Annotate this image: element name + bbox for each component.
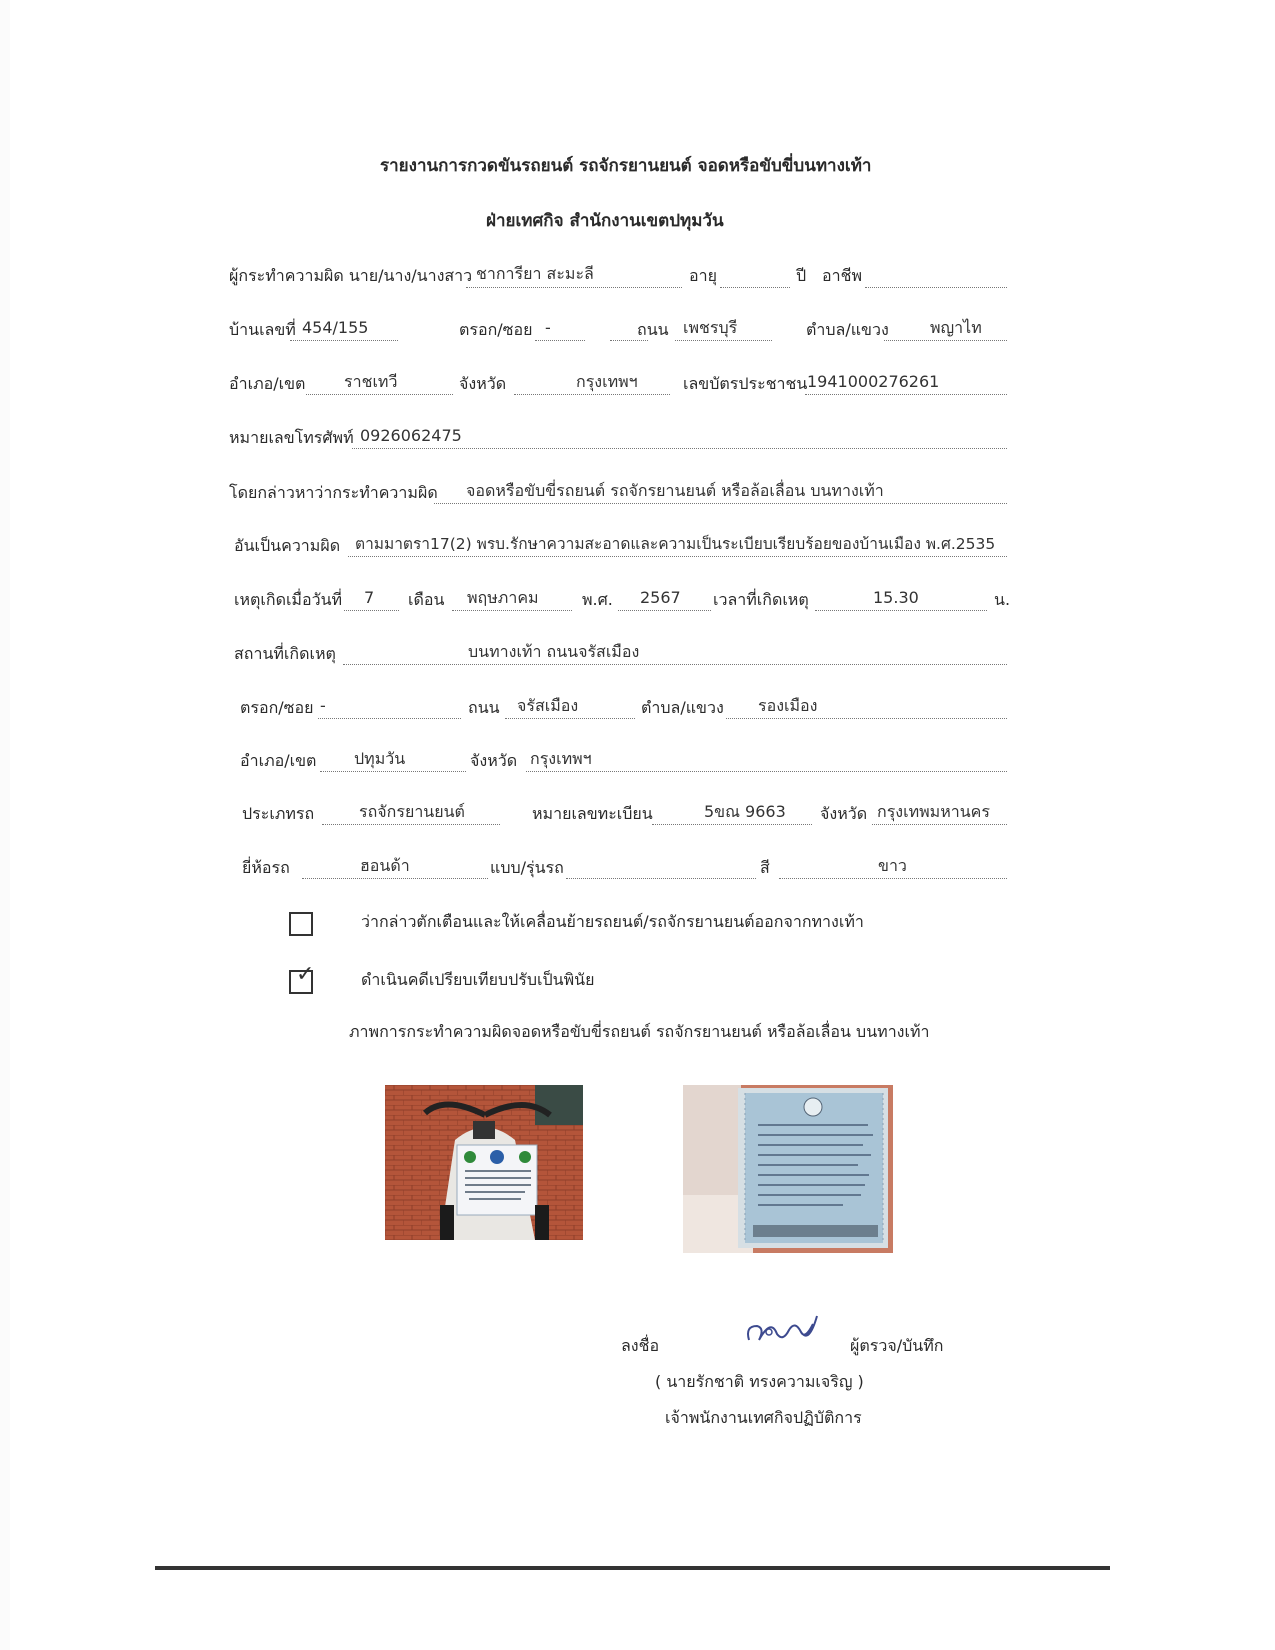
incident-district-value: ปทุมวัน	[354, 749, 406, 768]
plate-province-line	[872, 824, 1007, 825]
id-card-line	[805, 394, 1007, 395]
place-label: สถานที่เกิดเหตุ	[234, 644, 336, 663]
sign-label: ลงชื่อ	[621, 1336, 660, 1355]
offender-label: ผู้กระทำความผิด นาย/นาง/นางสาว	[229, 266, 473, 285]
district-label: อำเภอ/เขต	[229, 374, 306, 393]
incident-alley-value: -	[320, 696, 326, 715]
plate-province-value: กรุงเทพมหานคร	[877, 802, 990, 821]
vehicle-type-label: ประเภทรถ	[242, 804, 315, 823]
incident-subdistrict-label: ตำบล/แขวง	[641, 698, 724, 717]
month-line	[452, 610, 572, 611]
brand-line	[302, 878, 488, 879]
province-value: กรุงเทพฯ	[576, 372, 638, 391]
plate-label: หมายเลขทะเบียน	[532, 804, 653, 823]
scan-bottom-edge	[155, 1566, 1110, 1570]
incident-road-label: ถนน	[468, 698, 500, 717]
time-value: 15.30	[873, 588, 919, 607]
check-mark-icon: ✓	[296, 962, 315, 987]
handwritten-signature	[743, 1312, 825, 1352]
incident-alley-label: ตรอก/ซอย	[240, 698, 314, 717]
model-line	[566, 878, 756, 879]
phone-value: 0926062475	[360, 426, 462, 445]
house-no: 454/155	[302, 318, 369, 337]
day-value: 7	[364, 588, 375, 607]
color-value: ขาว	[878, 856, 907, 875]
alley-value: -	[545, 318, 551, 337]
incident-district-line	[320, 771, 466, 772]
place-value: บนทางเท้า ถนนจรัสเมือง	[468, 642, 640, 661]
incident-road-line	[505, 718, 635, 719]
subdistrict-line	[884, 340, 1007, 341]
evidence-photo-citation	[683, 1085, 893, 1253]
accused-line	[434, 503, 1007, 504]
id-card-label: เลขบัตรประชาชน	[683, 374, 808, 393]
age-label: อายุ	[689, 266, 717, 285]
month-value: พฤษภาคม	[467, 588, 539, 607]
color-line	[779, 878, 1007, 879]
incident-province-value: กรุงเทพฯ	[530, 749, 592, 768]
date-label: เหตุเกิดเมื่อวันที่	[234, 590, 343, 609]
year-line	[618, 610, 711, 611]
brand-label: ยี่ห้อรถ	[242, 858, 290, 877]
road-line	[675, 340, 772, 341]
alley-line	[535, 340, 585, 341]
vehicle-type-value: รถจักรยานยนต์	[359, 802, 465, 821]
incident-road-value: จรัสเมือง	[517, 696, 579, 715]
phone-line	[352, 448, 1007, 449]
place-line	[343, 664, 1007, 665]
officer-position: เจ้าพนักงานเทศกิจปฏิบัติการ	[665, 1408, 862, 1427]
house-no-label: บ้านเลขที่	[229, 320, 296, 339]
incident-alley-line	[318, 718, 461, 719]
time-unit: น.	[994, 590, 1011, 609]
brand-value: ฮอนด้า	[360, 856, 410, 875]
alley-label: ตรอก/ซอย	[459, 320, 533, 339]
offender-name-line	[466, 287, 682, 288]
offender-name: ชาการียา สะมะลี	[476, 264, 594, 283]
occupation-label: อาชีพ	[822, 266, 862, 285]
plate-value: 5ขณ 9663	[704, 802, 786, 821]
year-label: พ.ศ.	[582, 590, 613, 609]
accused-label: โดยกล่าวหาว่ากระทำความผิด	[229, 483, 438, 502]
subdistrict-label: ตำบล/แขวง	[806, 320, 889, 339]
year-value: 2567	[640, 588, 681, 607]
scan-edge	[0, 0, 10, 1650]
day-line	[344, 610, 399, 611]
offense-text: ตามมาตรา17(2) พรบ.รักษาความสะอาดและความเป็นระเบียบเรียบร้อยของบ้านเมือง พ.ศ.2535	[355, 535, 996, 553]
plate-line	[652, 824, 812, 825]
road-pre-line	[610, 340, 648, 341]
color-label: สี	[760, 858, 770, 877]
officer-name: ( นายรักชาติ ทรงความเจริญ )	[655, 1372, 864, 1391]
report-title: รายงานการกวดขันรถยนต์ รถจักรยานยนต์ จอดหรือขับขี่บนทางเท้า	[380, 156, 872, 176]
warn-label: ว่ากล่าวตักเตือนและให้เคลื่อนย้ายรถยนต์/รถจักรยานยนต์ออกจากทางเท้า	[361, 912, 864, 931]
province-line	[514, 394, 670, 395]
time-line	[815, 610, 987, 611]
age-line	[720, 287, 790, 288]
district-value: ราชเทวี	[344, 372, 398, 391]
house-no-line	[290, 340, 398, 341]
fine-label: ดำเนินคดีเปรียบเทียบปรับเป็นพินัย	[361, 970, 595, 989]
plate-province-label: จังหวัด	[820, 804, 868, 823]
road-value: เพชรบุรี	[683, 318, 738, 337]
subdistrict-value: พญาไท	[930, 318, 982, 337]
model-label: แบบ/รุ่นรถ	[490, 858, 564, 877]
road-label: ถนน	[637, 320, 669, 339]
warn-checkbox[interactable]	[289, 912, 313, 936]
occupation-line	[865, 287, 1007, 288]
phone-label: หมายเลขโทรศัพท์	[229, 428, 354, 447]
incident-district-label: อำเภอ/เขต	[240, 751, 317, 770]
offense-label: อันเป็นความผิด	[234, 536, 341, 555]
incident-province-line	[526, 771, 1007, 772]
vehicle-type-line	[322, 824, 500, 825]
role-label: ผู้ตรวจ/บันทึก	[850, 1336, 944, 1355]
time-label: เวลาที่เกิดเหตุ	[713, 590, 809, 609]
offense-line	[348, 556, 1007, 557]
incident-province-label: จังหวัด	[470, 751, 518, 770]
district-line	[306, 394, 453, 395]
accused-text: จอดหรือขับขี่รถยนต์ รถจักรยานยนต์ หรือล้อเลื่อน บนทางเท้า	[466, 481, 884, 500]
report-subtitle: ฝ่ายเทศกิจ สำนักงานเขตปทุมวัน	[486, 211, 724, 231]
id-card-value: 1941000276261	[807, 372, 940, 391]
years-label: ปี	[796, 266, 807, 285]
photos-caption: ภาพการกระทำความผิดจอดหรือขับขี่รถยนต์ รถจักรยานยนต์ หรือล้อเลื่อน บนทางเท้า	[349, 1022, 930, 1041]
incident-subdistrict-line	[726, 718, 1007, 719]
month-label: เดือน	[408, 590, 445, 609]
province-label: จังหวัด	[459, 374, 507, 393]
evidence-photo-motorcycle	[385, 1085, 583, 1240]
incident-subdistrict-value: รองเมือง	[758, 696, 818, 715]
